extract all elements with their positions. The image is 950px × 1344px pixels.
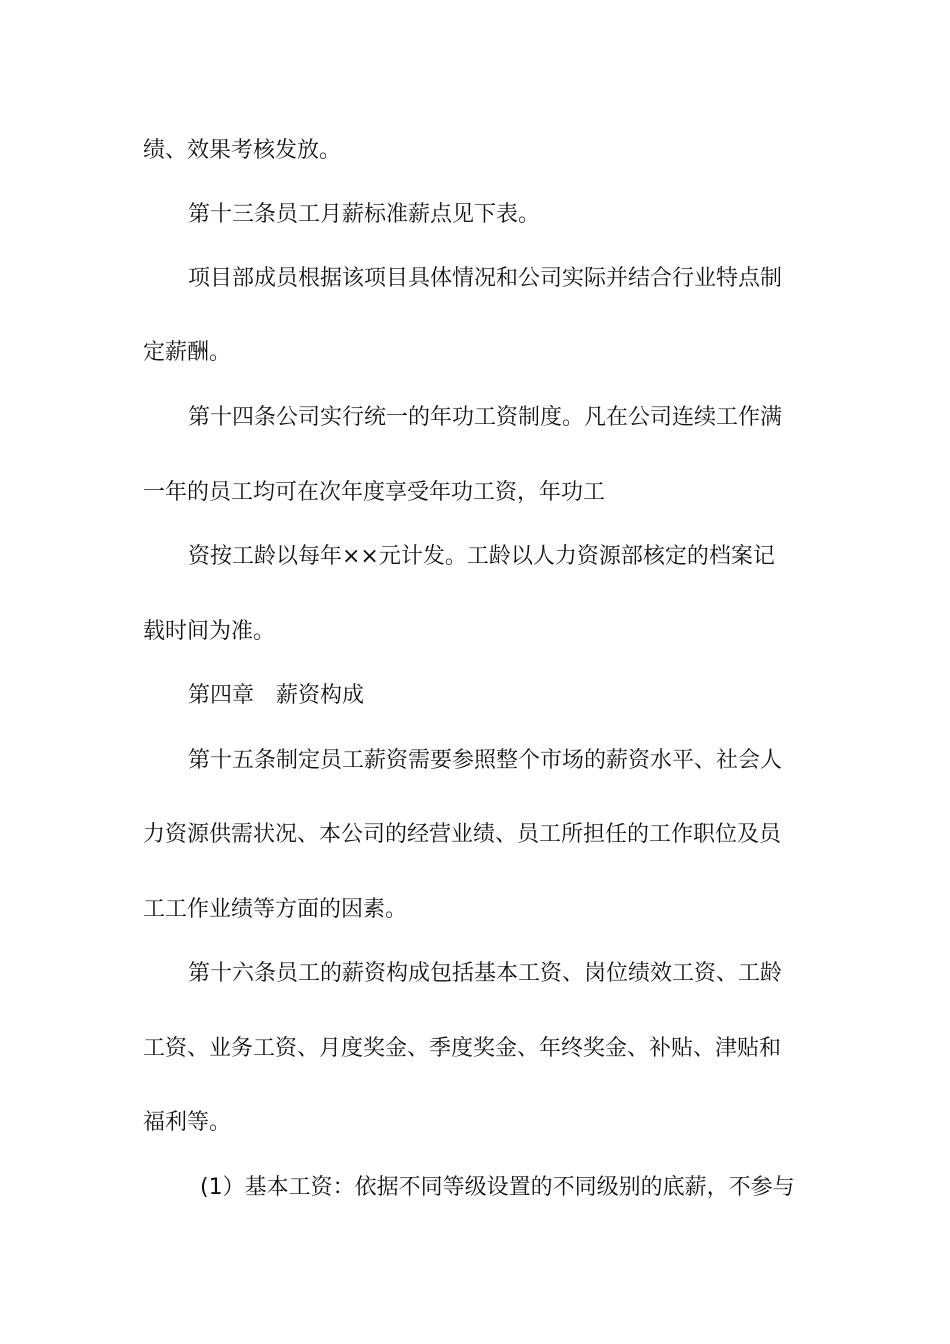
paragraph-line: 一年的员工均可在次年度享受年功工资，年功工 [143,480,606,505]
paragraph-line: 定薪酬。 [143,340,232,365]
paragraph-line: 力资源供需状况、本公司的经营业绩、员工所担任的工作职位及员 [143,822,782,847]
paragraph-line: 资按工龄以每年××元计发。工龄以人力资源部核定的档案记 [188,544,775,569]
paragraph-line: 载时间为准。 [143,619,276,644]
article-15-line: 第十五条制定员工薪资需要参照整个市场的薪资水平、社会人 [188,748,783,773]
article-14-line: 第十四条公司实行统一的年功工资制度。凡在公司连续工作满 [188,405,783,430]
list-item-basic-salary: (1）基本工资：依据不同等级设置的不同级别的底薪，不参与 [200,1175,795,1200]
article-16-line: 第十六条员工的薪资构成包括基本工资、岗位绩效工资、工龄 [188,961,783,986]
paragraph-line: 工工作业绩等方面的因素。 [143,897,408,922]
paragraph-line: 绩、效果考核发放。 [143,138,342,163]
article-13-line: 第十三条员工月薪标准薪点见下表。 [188,202,541,227]
paragraph-line: 福利等。 [143,1110,232,1135]
paragraph-line: 项目部成员根据该项目具体情况和公司实际并结合行业特点制 [188,266,783,291]
chapter-heading: 第四章 薪资构成 [188,683,365,708]
paragraph-line: 工资、业务工资、月度奖金、季度奖金、年终奖金、补贴、津贴和 [143,1036,782,1061]
